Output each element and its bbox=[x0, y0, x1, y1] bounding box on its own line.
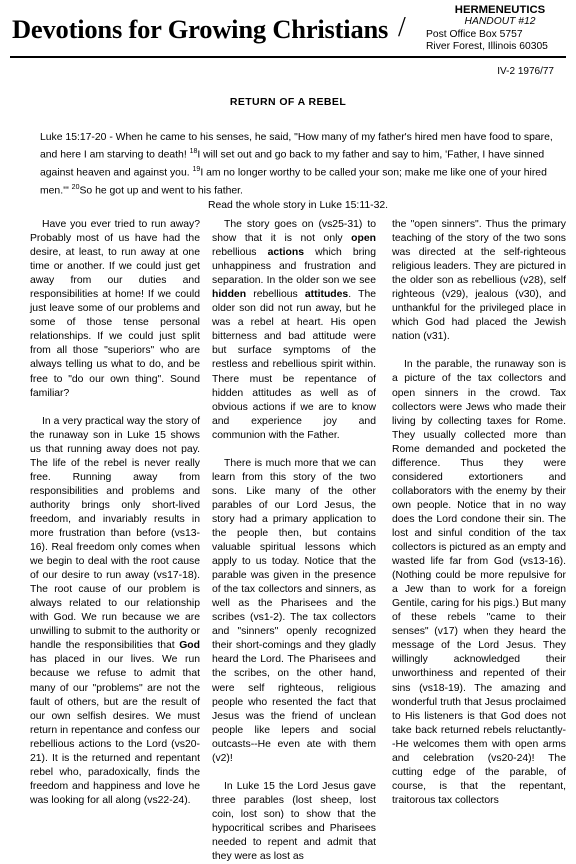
scripture-verse-19: I am no longer worthy to be called your son; make me like one of your hired men.'" bbox=[40, 167, 547, 197]
emphasis: attitudes bbox=[304, 289, 349, 301]
document-title: Devotions for Growing Christians bbox=[12, 14, 389, 44]
verse-number: 20 bbox=[71, 183, 80, 191]
column-1 bbox=[30, 218, 200, 808]
paragraph: the "open sinners". Thus the primary teaching of the story of the two sons was directed at the self-righteous religious leaders. They are pictured in the older son as rebellious (v28), self righteous (v29), jealous (v30), and unthankful for the privileged place in which God had placed the Jewish nation (v31). bbox=[392, 219, 566, 343]
scripture-verse-20: So he got up and went to his father. bbox=[79, 185, 243, 197]
text-run: which bring unhappiness and frustration and separation. In the older son we see bbox=[212, 247, 376, 287]
scripture-passage bbox=[40, 131, 556, 213]
paragraph bbox=[212, 218, 376, 443]
title-slash: / bbox=[398, 12, 406, 43]
text-run: The story goes on (vs25-31) to show that it is not only bbox=[212, 219, 376, 245]
text-run: . The older son did not run away, but he was a rebel at heart. His open bitterness and bad attitude were but surface symptoms of the restless and rebellious spirit within. There must be repentance of hidden attitudes as well as of obvious actions if we are to know and experience joy and communion with the Father. bbox=[212, 289, 377, 441]
publisher-block bbox=[426, 4, 574, 53]
verse-number: 18 bbox=[189, 148, 198, 156]
emphasis: open bbox=[351, 233, 376, 245]
address-line-1: Post Office Box 5757 bbox=[426, 28, 523, 40]
emphasis: hidden bbox=[212, 289, 247, 301]
scripture-verse-17: Luke 15:17-20 - When he came to his senses, he said, "How many of my father's hired men have food to spare, and here I am starving to death! bbox=[40, 132, 553, 161]
issue-number: IV-2 1976/77 bbox=[497, 66, 554, 77]
text-run: has placed in our lives. We run because we refuse to admit that many of our "problems" are not the fault of others, but are the result of our own selfish desires. We must return in repentance and confess our rebellious actions to the Lord (vs20-21). It is the returned and repentant rebel who, paradoxically, finds the freedom and happiness and love he was looking for all along (vs22-24). bbox=[30, 654, 200, 806]
paragraph: In the parable, the runaway son is a picture of the tax collectors and open sinners in the crowd. Tax collectors were Jews who made their living by collecting taxes for Rome. They usually collected more than Rome demanded and pocketed the difference. Thus they were considered extortioners and collaborators with the enemy by their own people. Notice that in no way does the Lord condone their sin. The lost and sinful condition of the tax collectors is pictured as an empty and wasted life far from God (vs13-16). (Nothing could be more repulsive for a Jew than to work for a foreign Gentile, caring for his pigs.) But many of these rebels "came to their senses" (v17) when they heard the message of the Lord Jesus. They willingly acknowledged their unworthiness and repented of their sins (vs18-19). The amazing and wonderful truth that Jesus proclaimed to His listeners is that God does not take back returned rebels reluctantly--He welcomes them with open arms and celebration (vs20-24)! The cutting edge of the parable, of course, is that the repentant, traitorous tax collectors bbox=[392, 359, 566, 806]
column-3 bbox=[392, 218, 566, 808]
paragraph: Have you ever tried to run away? Probably most of us have had the desire, at least, to run away at one time or another. If we could just get away from our duties and responsibilities at home! If we could just leave some of our problems and some of those tense personal relationships. If we could just split from all those "superiors" who are always telling us what to do, and be free to "do our own thing". Sound familiar? bbox=[30, 219, 200, 399]
address-line-2: River Forest, Illinois 60305 bbox=[426, 40, 548, 52]
emphasis: actions bbox=[267, 247, 305, 259]
article-headline: RETURN OF A REBEL bbox=[229, 96, 347, 108]
paragraph: There is much more that we can learn from this story of the two sons. Like many of the other parables of our Lord Jesus, the story had a primary application to the people then, but contains valuable spiritual lessons which apply to us today. Notice that the parable was given in the presence of the tax collectors and sinners, as well as the Pharisees and the scribes (vs1-2). The tax collectors and "sinners" openly recognized their short-comings and they gladly heard the Lord. The Pharisees and the scribes, on the other hand, were self righteous, religious people who resented the fact that Jesus was the friend of unclean people like lepers and social outcasts--He even ate with them (v2)! bbox=[212, 457, 376, 764]
text-run: rebellious bbox=[246, 289, 305, 301]
read-reference: Read the whole story in Luke 15:11-32. bbox=[207, 199, 389, 211]
publisher-name: HERMENEUTICS bbox=[454, 4, 546, 16]
column-2 bbox=[212, 218, 376, 864]
header-rule bbox=[10, 56, 566, 58]
text-run: In a very practical way the story of the runaway son in Luke 15 shows us that running away does not pay. The life of the rebel is never really free. Running away from responsibilities and problems and authority brings only short-lived freedom, and invariably results in more frustration than before (vs13-16). Real freedom only comes when we begin to deal with the root cause of our desire to run away (vs17-18). The root cause of our problem is always related to our relationship with God. We run because we are unwilling to submit to the authority or handle the responsibilities that bbox=[30, 415, 200, 652]
scripture-verse-18: I will set out and go back to my father and say to him, 'Father, I have sinned against heaven and against you. bbox=[40, 149, 545, 179]
text-run: rebellious bbox=[212, 247, 268, 259]
paragraph bbox=[30, 415, 200, 808]
emphasis: God bbox=[179, 640, 200, 652]
verse-number: 19 bbox=[192, 166, 201, 174]
handout-number: HANDOUT #12 bbox=[464, 16, 536, 28]
paragraph: In Luke 15 the Lord Jesus gave three parables (lost sheep, lost coin, lost son) to show that the hypocritical scribes and Pharisees needed to repent and admit that they were as lost as bbox=[212, 780, 376, 863]
scripture-text bbox=[40, 131, 556, 199]
